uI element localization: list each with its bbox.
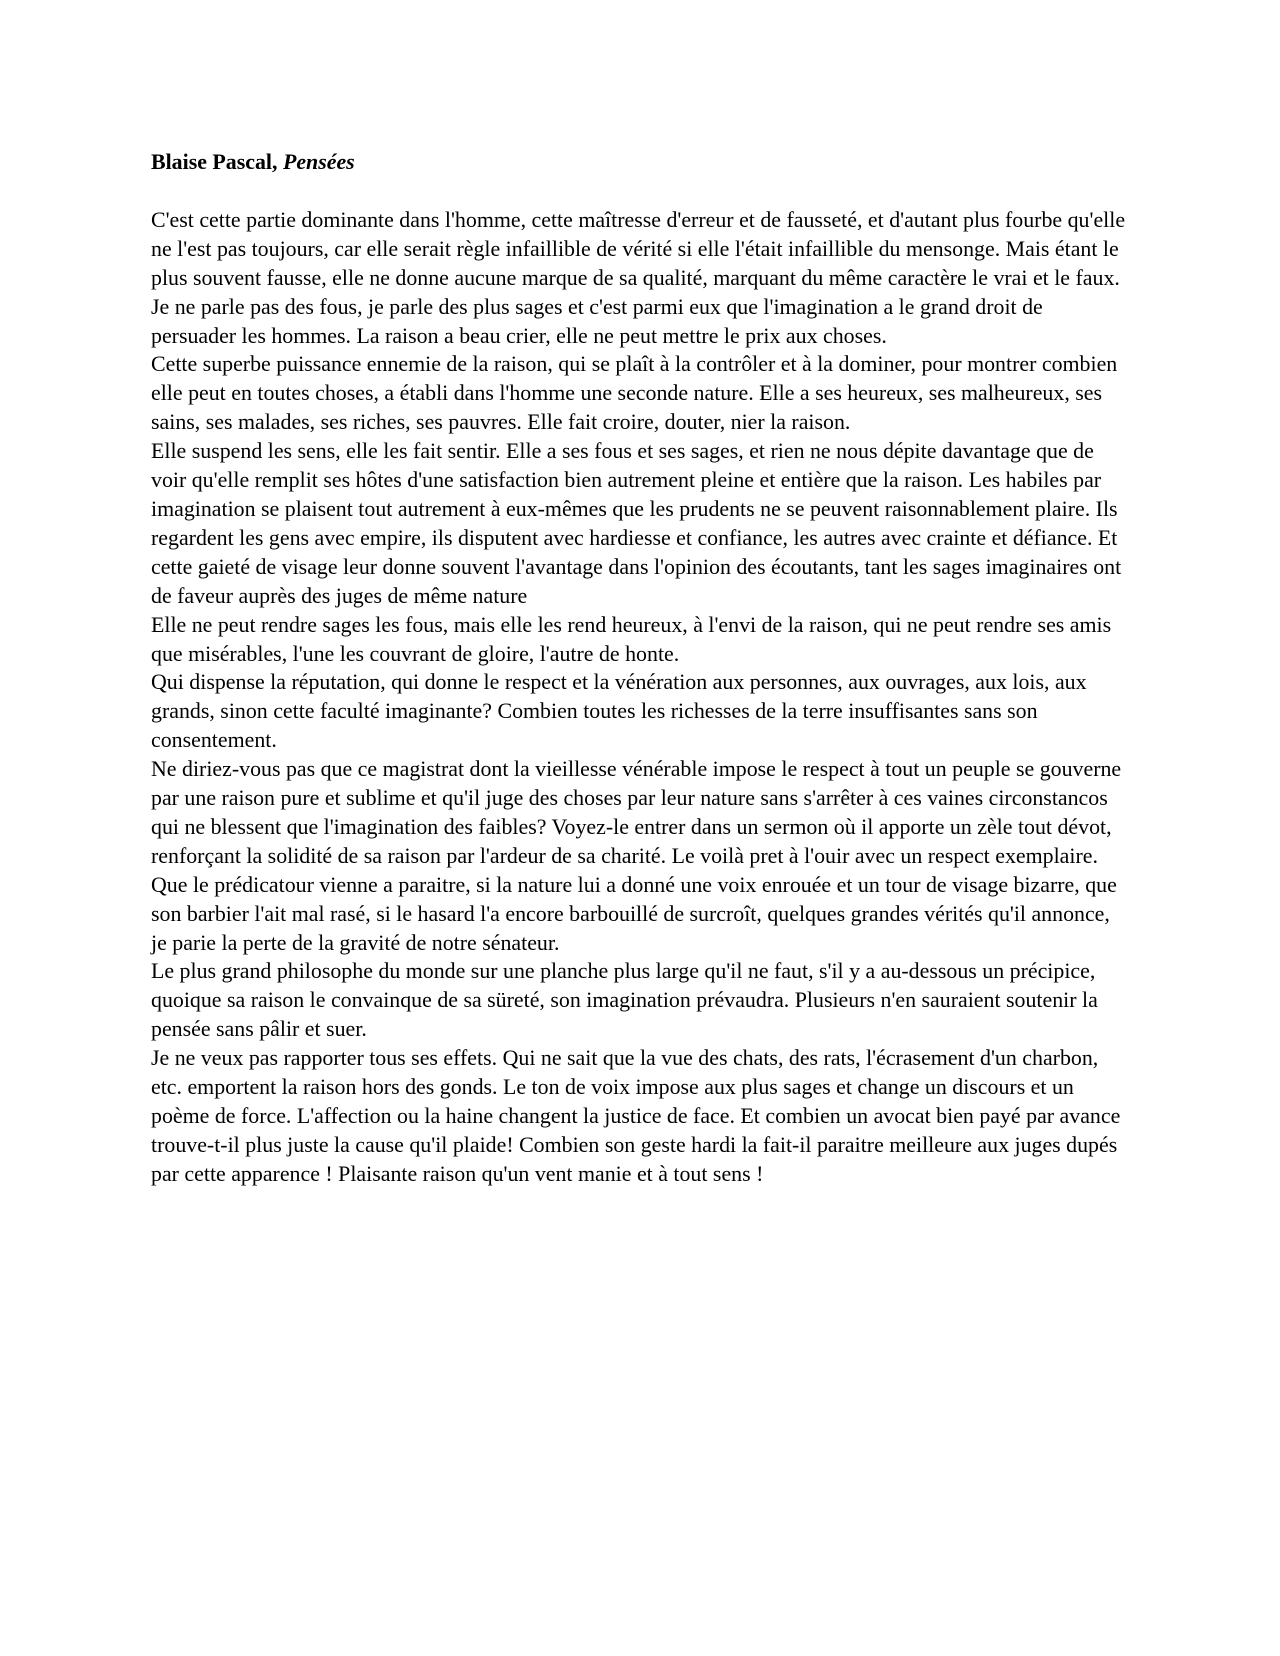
document-heading (151, 148, 1131, 177)
paragraph-2: Cette superbe puissance ennemie de la raison, qui se plaît à la contrôler et à la dominer, pour montrer combien elle peut en toutes choses, a établi dans l'homme une seconde nature. Elle a ses heureux, ses malheureux, ses sains, ses malades, ses riches, ses pauvres. Elle fait croire, douter, nier la raison. (151, 351, 1118, 435)
paragraph-1: C'est cette partie dominante dans l'homme, cette maîtresse d'erreur et de fausseté, et d'autant plus fourbe qu'elle ne l'est pas toujours, car elle serait règle infaillible de vérité si elle l'était infaillible du mensonge. Mais étant le plus souvent fausse, elle ne donne aucune marque de sa qualité, marquant du même caractère le vrai et le faux. Je ne parle pas des fous, je parle des plus sages et c'est parmi eux que l'imagination a le grand droit de persuader les hommes. La raison a beau crier, elle ne peut mettre le prix aux choses. (151, 206, 1126, 348)
paragraph-8: Je ne veux pas rapporter tous ses effets. Qui ne sait que la vue des chats, des rats, l'écrasement d'un charbon, etc. emportent la raison hors des gonds. Le ton de voix impose aux plus sages et change un discours et un poème de force. L'affection ou la haine changent la justice de face. Et combien un avocat bien payé par avance trouve-t-il plus juste la cause qu'il plaide! Combien son geste hardi la fait-il paraitre meilleure aux juges dupés par cette apparence ! Plaisante raison qu'un vent manie et à tout sens ! (151, 1045, 1121, 1186)
paragraph-7: Le plus grand philosophe du monde sur une planche plus large qu'il ne faut, s'il y a au-dessous un précipice, quoique sa raison le convainque de sa süreté, son imagination prévaudra. Plusieurs n'en sauraient soutenir la pensée sans pâlir et suer. (151, 958, 1098, 1042)
paragraph-5: Qui dispense la réputation, qui donne le respect et la vénération aux personnes, aux ouvrages, aux lois, aux grands, sinon cette faculté imaginante? Combien toutes les richesses de la terre insuffisantes sans son consentement. (151, 669, 1087, 753)
author-name: Blaise Pascal, (151, 149, 278, 174)
document-body (151, 148, 1131, 1189)
work-title: Pensées (282, 149, 355, 174)
paragraph-6: Ne diriez-vous pas que ce magistrat dont la vieillesse vénérable impose le respect à tout un peuple se gouverne par une raison pure et sublime et qu'il juge des choses par leur nature sans s'arrêter à ces vaines circonstancos qui ne blessent que l'imagination des faibles? Voyez-le entrer dans un sermon où il apporte un zèle tout dévot, renforçant la solidité de sa raison par l'ardeur de sa charité. Le voilà pret à l'ouir avec un respect exemplaire. Que le prédicatour vienne a paraitre, si la nature lui a donné une voix enrouée et un tour de visage bizarre, que son barbier l'ait mal rasé, si le hasard l'a encore barbouillé de surcroît, quelques grandes vérités qu'il annonce, je parie la perte de la gravité de notre sénateur. (151, 756, 1122, 955)
paragraph-3: Elle suspend les sens, elle les fait sentir. Elle a ses fous et ses sages, et rien ne nous dépite davantage que de voir qu'elle remplit ses hôtes d'une satisfaction bien autrement pleine et entière que la raison. Les habiles par imagination se plaisent tout autrement à eux-mêmes que les prudents ne se peuvent raisonnablement plaire. Ils regardent les gens avec empire, ils disputent avec hardiesse et confiance, les autres avec crainte et défiance. Et cette gaieté de visage leur donne souvent l'avantage dans l'opinion des écoutants, tant les sages imaginaires ont de faveur auprès des juges de même nature (151, 438, 1122, 608)
paragraph-4: Elle ne peut rendre sages les fous, mais elle les rend heureux, à l'envi de la raison, qui ne peut rendre ses amis que misérables, l'une les couvrant de gloire, l'autre de honte. (151, 611, 1112, 666)
